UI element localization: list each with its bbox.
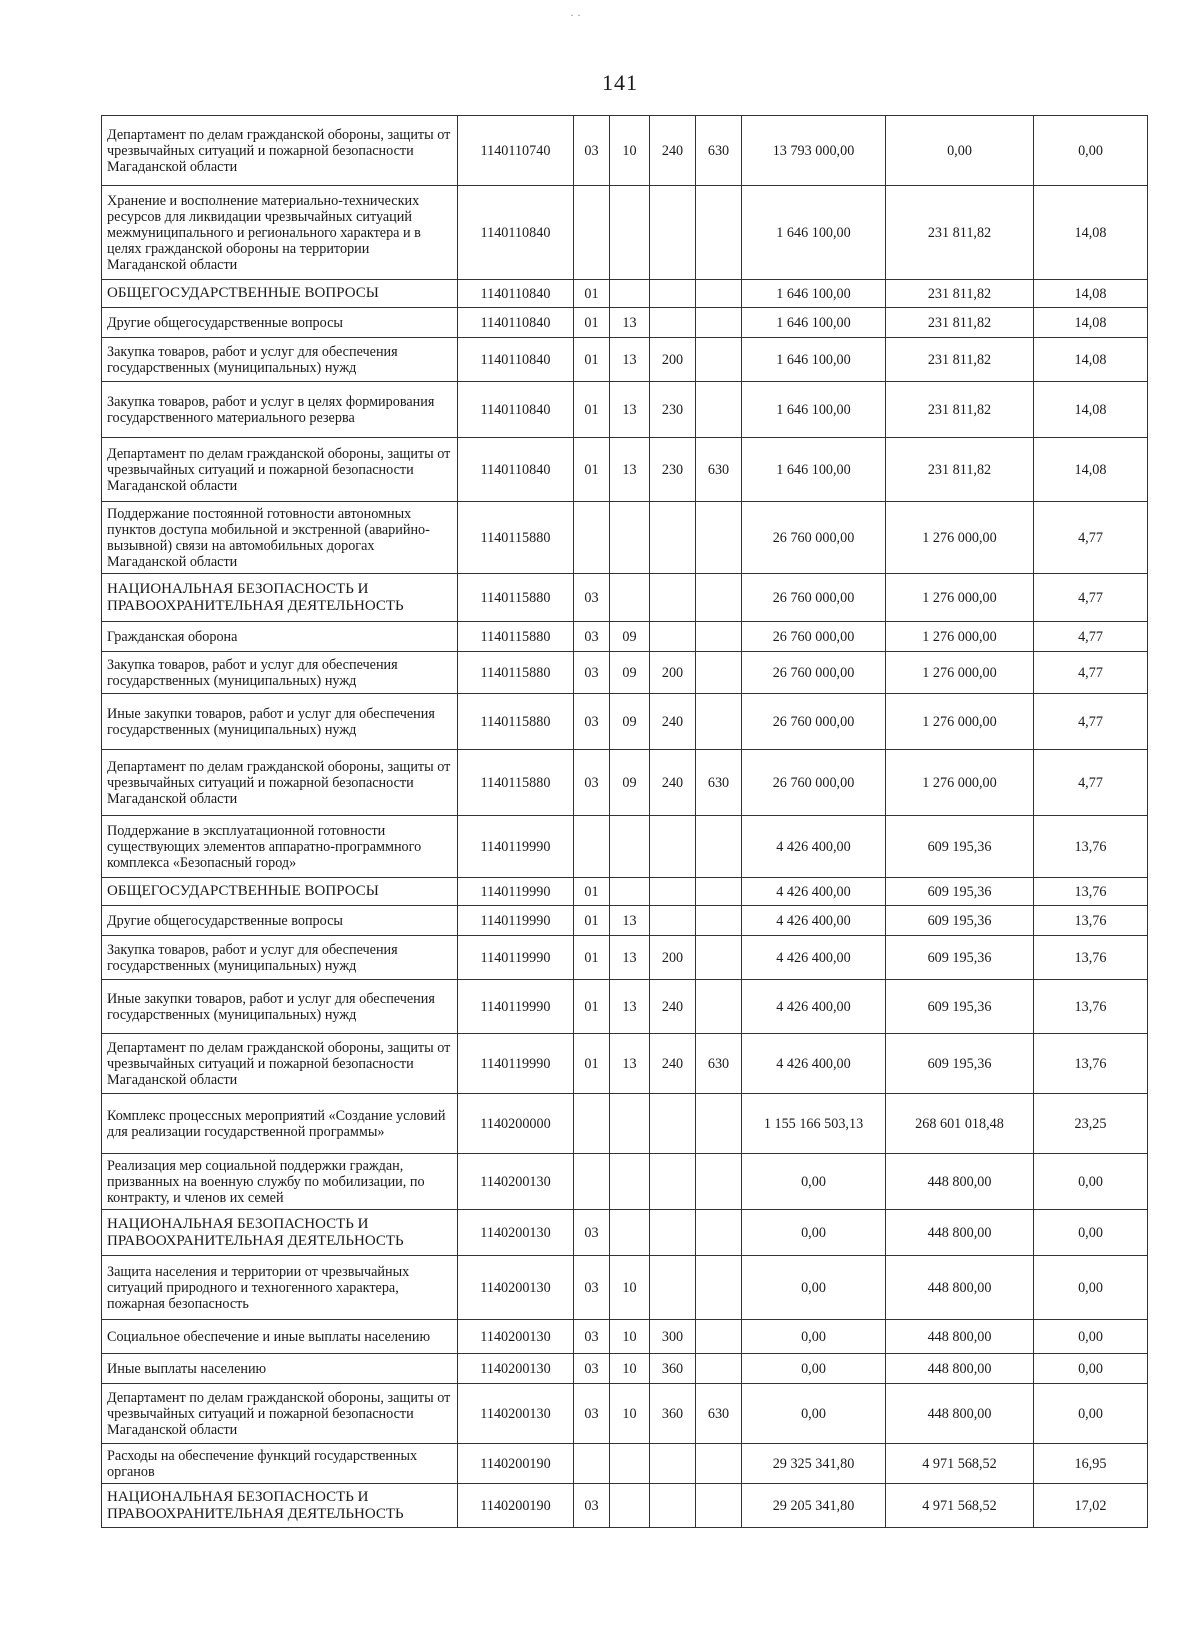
row-percent: 13,76: [1034, 878, 1148, 906]
row-percent: 14,08: [1034, 338, 1148, 382]
row-percent: 13,76: [1034, 980, 1148, 1034]
row-percent: 14,08: [1034, 308, 1148, 338]
row-subsection-code: 10: [610, 1320, 650, 1354]
row-gov-admin-code: [696, 382, 742, 438]
row-gov-admin-code: [696, 502, 742, 574]
row-gov-admin-code: [696, 1154, 742, 1210]
row-target-code: 1140200130: [458, 1210, 574, 1256]
row-name: НАЦИОНАЛЬНАЯ БЕЗОПАСНОСТЬ И ПРАВООХРАНИТЕЛЬНАЯ ДЕЯТЕЛЬНОСТЬ: [102, 1210, 458, 1256]
row-gov-admin-code: [696, 574, 742, 622]
row-gov-admin-code: [696, 1256, 742, 1320]
row-subsection-code: 10: [610, 1384, 650, 1444]
row-gov-admin-code: [696, 694, 742, 750]
row-section-code: 03: [574, 574, 610, 622]
row-target-code: 1140110840: [458, 280, 574, 308]
row-target-code: 1140200130: [458, 1256, 574, 1320]
row-gov-admin-code: 630: [696, 438, 742, 502]
row-percent: 4,77: [1034, 750, 1148, 816]
row-actual-amount: 609 195,36: [886, 878, 1034, 906]
row-planned-amount: 1 646 100,00: [742, 338, 886, 382]
row-percent: 0,00: [1034, 1154, 1148, 1210]
row-gov-admin-code: [696, 816, 742, 878]
row-percent: 4,77: [1034, 622, 1148, 652]
row-subsection-code: [610, 1154, 650, 1210]
row-gov-admin-code: 630: [696, 1034, 742, 1094]
row-target-code: 1140200190: [458, 1484, 574, 1528]
row-expense-type: [650, 878, 696, 906]
row-name: Закупка товаров, работ и услуг для обеспечения государственных (муниципальных) нужд: [102, 338, 458, 382]
row-expense-type: [650, 308, 696, 338]
row-percent: 13,76: [1034, 1034, 1148, 1094]
row-expense-type: 200: [650, 652, 696, 694]
row-percent: 16,95: [1034, 1444, 1148, 1484]
row-section-code: [574, 502, 610, 574]
row-planned-amount: 0,00: [742, 1320, 886, 1354]
row-gov-admin-code: [696, 936, 742, 980]
row-gov-admin-code: [696, 186, 742, 280]
row-name: Поддержание в эксплуатационной готовности существующих элементов аппаратно-программного комплекса «Безопасный город»: [102, 816, 458, 878]
row-expense-type: 360: [650, 1384, 696, 1444]
row-section-code: 03: [574, 1354, 610, 1384]
row-section-code: 03: [574, 116, 610, 186]
row-section-code: 03: [574, 1320, 610, 1354]
table-row: [102, 1034, 1148, 1094]
row-gov-admin-code: 630: [696, 116, 742, 186]
row-expense-type: [650, 622, 696, 652]
row-subsection-code: 13: [610, 1034, 650, 1094]
row-planned-amount: 0,00: [742, 1154, 886, 1210]
row-gov-admin-code: [696, 652, 742, 694]
row-expense-type: [650, 816, 696, 878]
row-planned-amount: 26 760 000,00: [742, 652, 886, 694]
row-name: ОБЩЕГОСУДАРСТВЕННЫЕ ВОПРОСЫ: [102, 280, 458, 308]
row-subsection-code: 09: [610, 652, 650, 694]
row-subsection-code: [610, 816, 650, 878]
row-actual-amount: 0,00: [886, 116, 1034, 186]
row-name: Хранение и восполнение материально-технических ресурсов для ликвидации чрезвычайных ситуаций межмуниципального и регионального характера и в целях гражданской обороны на территории Магаданской области: [102, 186, 458, 280]
row-name: Иные закупки товаров, работ и услуг для обеспечения государственных (муниципальных) нужд: [102, 980, 458, 1034]
row-gov-admin-code: [696, 1320, 742, 1354]
row-percent: 14,08: [1034, 438, 1148, 502]
row-percent: 0,00: [1034, 1210, 1148, 1256]
row-percent: 14,08: [1034, 186, 1148, 280]
table-row: [102, 816, 1148, 878]
row-target-code: 1140115880: [458, 502, 574, 574]
row-subsection-code: [610, 1444, 650, 1484]
row-gov-admin-code: [696, 1210, 742, 1256]
row-section-code: 01: [574, 980, 610, 1034]
row-percent: 4,77: [1034, 574, 1148, 622]
row-gov-admin-code: [696, 878, 742, 906]
row-planned-amount: 0,00: [742, 1210, 886, 1256]
row-target-code: 1140115880: [458, 694, 574, 750]
row-gov-admin-code: [696, 1444, 742, 1484]
row-subsection-code: 10: [610, 116, 650, 186]
row-target-code: 1140115880: [458, 750, 574, 816]
row-target-code: 1140115880: [458, 574, 574, 622]
row-planned-amount: 1 646 100,00: [742, 280, 886, 308]
row-name: Другие общегосударственные вопросы: [102, 308, 458, 338]
row-name: Закупка товаров, работ и услуг для обеспечения государственных (муниципальных) нужд: [102, 652, 458, 694]
row-planned-amount: 1 155 166 503,13: [742, 1094, 886, 1154]
row-name: НАЦИОНАЛЬНАЯ БЕЗОПАСНОСТЬ И ПРАВООХРАНИТЕЛЬНАЯ ДЕЯТЕЛЬНОСТЬ: [102, 1484, 458, 1528]
row-actual-amount: 1 276 000,00: [886, 694, 1034, 750]
row-percent: 13,76: [1034, 816, 1148, 878]
row-subsection-code: [610, 1094, 650, 1154]
row-percent: 14,08: [1034, 382, 1148, 438]
table-row: [102, 116, 1148, 186]
row-subsection-code: 13: [610, 936, 650, 980]
row-actual-amount: 231 811,82: [886, 280, 1034, 308]
row-planned-amount: 0,00: [742, 1256, 886, 1320]
row-actual-amount: 1 276 000,00: [886, 652, 1034, 694]
row-expense-type: [650, 280, 696, 308]
row-target-code: 1140200130: [458, 1384, 574, 1444]
row-section-code: 01: [574, 906, 610, 936]
row-target-code: 1140119990: [458, 1034, 574, 1094]
row-planned-amount: 4 426 400,00: [742, 1034, 886, 1094]
row-section-code: 01: [574, 438, 610, 502]
row-expense-type: 300: [650, 1320, 696, 1354]
row-section-code: [574, 186, 610, 280]
table-row: [102, 280, 1148, 308]
row-target-code: 1140110840: [458, 186, 574, 280]
row-planned-amount: 26 760 000,00: [742, 622, 886, 652]
table-row: [102, 1154, 1148, 1210]
row-target-code: 1140119990: [458, 980, 574, 1034]
row-actual-amount: 609 195,36: [886, 1034, 1034, 1094]
row-expense-type: [650, 502, 696, 574]
row-expense-type: 230: [650, 382, 696, 438]
row-actual-amount: 609 195,36: [886, 936, 1034, 980]
row-target-code: 1140110740: [458, 116, 574, 186]
table-row: [102, 1094, 1148, 1154]
table-row: [102, 1320, 1148, 1354]
row-target-code: 1140200190: [458, 1444, 574, 1484]
row-subsection-code: [610, 1210, 650, 1256]
row-section-code: 03: [574, 1256, 610, 1320]
row-expense-type: [650, 1154, 696, 1210]
row-name: Гражданская оборона: [102, 622, 458, 652]
row-actual-amount: 448 800,00: [886, 1210, 1034, 1256]
row-expense-type: [650, 906, 696, 936]
row-planned-amount: 1 646 100,00: [742, 438, 886, 502]
table-body: [102, 116, 1148, 1528]
row-name: ОБЩЕГОСУДАРСТВЕННЫЕ ВОПРОСЫ: [102, 878, 458, 906]
row-name: Иные закупки товаров, работ и услуг для обеспечения государственных (муниципальных) нужд: [102, 694, 458, 750]
row-percent: 0,00: [1034, 116, 1148, 186]
row-name: Департамент по делам гражданской обороны, защиты от чрезвычайных ситуаций и пожарной безопасности Магаданской области: [102, 438, 458, 502]
row-actual-amount: 231 811,82: [886, 308, 1034, 338]
row-name: Комплекс процессных мероприятий «Создание условий для реализации государственной программы»: [102, 1094, 458, 1154]
row-gov-admin-code: [696, 980, 742, 1034]
row-section-code: 01: [574, 936, 610, 980]
row-expense-type: 240: [650, 750, 696, 816]
row-actual-amount: 4 971 568,52: [886, 1484, 1034, 1528]
row-section-code: [574, 816, 610, 878]
table-row: [102, 1444, 1148, 1484]
row-target-code: 1140200130: [458, 1320, 574, 1354]
table-row: [102, 1354, 1148, 1384]
row-target-code: 1140110840: [458, 382, 574, 438]
row-subsection-code: 13: [610, 980, 650, 1034]
row-actual-amount: 231 811,82: [886, 438, 1034, 502]
row-percent: 13,76: [1034, 936, 1148, 980]
row-name: Социальное обеспечение и иные выплаты населению: [102, 1320, 458, 1354]
row-actual-amount: 448 800,00: [886, 1256, 1034, 1320]
row-subsection-code: 09: [610, 750, 650, 816]
row-name: Защита населения и территории от чрезвычайных ситуаций природного и техногенного характера, пожарная безопасность: [102, 1256, 458, 1320]
row-expense-type: 200: [650, 936, 696, 980]
row-target-code: 1140200130: [458, 1354, 574, 1384]
row-actual-amount: 4 971 568,52: [886, 1444, 1034, 1484]
page-number: 141: [602, 70, 638, 95]
row-planned-amount: 4 426 400,00: [742, 878, 886, 906]
table-row: [102, 980, 1148, 1034]
row-subsection-code: 13: [610, 382, 650, 438]
row-name: Департамент по делам гражданской обороны, защиты от чрезвычайных ситуаций и пожарной безопасности Магаданской области: [102, 1384, 458, 1444]
row-subsection-code: [610, 1484, 650, 1528]
table-row: [102, 878, 1148, 906]
row-section-code: 01: [574, 338, 610, 382]
row-section-code: 03: [574, 622, 610, 652]
table-row: [102, 906, 1148, 936]
row-actual-amount: 448 800,00: [886, 1320, 1034, 1354]
table-row: [102, 1256, 1148, 1320]
row-percent: 0,00: [1034, 1354, 1148, 1384]
row-expense-type: 240: [650, 1034, 696, 1094]
row-planned-amount: 26 760 000,00: [742, 750, 886, 816]
row-section-code: 01: [574, 1034, 610, 1094]
row-subsection-code: 09: [610, 622, 650, 652]
row-gov-admin-code: [696, 280, 742, 308]
row-name: Закупка товаров, работ и услуг в целях формирования государственного материального резерва: [102, 382, 458, 438]
row-subsection-code: 10: [610, 1256, 650, 1320]
row-percent: 4,77: [1034, 652, 1148, 694]
row-actual-amount: 448 800,00: [886, 1354, 1034, 1384]
row-expense-type: 240: [650, 694, 696, 750]
row-gov-admin-code: 630: [696, 1384, 742, 1444]
table-row: [102, 574, 1148, 622]
row-percent: 23,25: [1034, 1094, 1148, 1154]
row-subsection-code: [610, 574, 650, 622]
row-section-code: 01: [574, 308, 610, 338]
row-name: НАЦИОНАЛЬНАЯ БЕЗОПАСНОСТЬ И ПРАВООХРАНИТЕЛЬНАЯ ДЕЯТЕЛЬНОСТЬ: [102, 574, 458, 622]
table-row: [102, 750, 1148, 816]
row-planned-amount: 4 426 400,00: [742, 936, 886, 980]
row-section-code: [574, 1154, 610, 1210]
row-expense-type: 200: [650, 338, 696, 382]
row-expense-type: 360: [650, 1354, 696, 1384]
row-target-code: 1140119990: [458, 906, 574, 936]
row-planned-amount: 13 793 000,00: [742, 116, 886, 186]
table-row: [102, 1384, 1148, 1444]
table-row: [102, 652, 1148, 694]
table-row: [102, 338, 1148, 382]
row-percent: 0,00: [1034, 1256, 1148, 1320]
row-subsection-code: 13: [610, 308, 650, 338]
row-actual-amount: 268 601 018,48: [886, 1094, 1034, 1154]
row-name: Иные выплаты населению: [102, 1354, 458, 1384]
row-section-code: 03: [574, 1210, 610, 1256]
row-subsection-code: [610, 186, 650, 280]
row-percent: 0,00: [1034, 1320, 1148, 1354]
row-gov-admin-code: [696, 338, 742, 382]
table-row: [102, 382, 1148, 438]
row-subsection-code: 09: [610, 694, 650, 750]
row-percent: 17,02: [1034, 1484, 1148, 1528]
row-gov-admin-code: [696, 906, 742, 936]
row-section-code: 03: [574, 750, 610, 816]
row-section-code: 03: [574, 1384, 610, 1444]
table-row: [102, 438, 1148, 502]
row-planned-amount: 29 205 341,80: [742, 1484, 886, 1528]
row-planned-amount: 0,00: [742, 1384, 886, 1444]
row-planned-amount: 1 646 100,00: [742, 308, 886, 338]
row-subsection-code: [610, 878, 650, 906]
row-section-code: [574, 1444, 610, 1484]
scan-artifact-mark: · ·: [570, 8, 581, 22]
row-actual-amount: 448 800,00: [886, 1384, 1034, 1444]
row-target-code: 1140110840: [458, 338, 574, 382]
row-section-code: [574, 1094, 610, 1154]
row-subsection-code: 10: [610, 1354, 650, 1384]
table-row: [102, 308, 1148, 338]
row-subsection-code: 13: [610, 338, 650, 382]
row-gov-admin-code: [696, 308, 742, 338]
row-actual-amount: 609 195,36: [886, 906, 1034, 936]
row-expense-type: [650, 1484, 696, 1528]
row-target-code: 1140119990: [458, 878, 574, 906]
row-expense-type: [650, 186, 696, 280]
row-planned-amount: 26 760 000,00: [742, 502, 886, 574]
row-actual-amount: 231 811,82: [886, 186, 1034, 280]
row-name: Поддержание постоянной готовности автономных пунктов доступа мобильной и экстренной (аварийно-вызывной) связи на автомобильных дорогах Магаданской области: [102, 502, 458, 574]
row-target-code: 1140115880: [458, 622, 574, 652]
row-target-code: 1140115880: [458, 652, 574, 694]
row-planned-amount: 1 646 100,00: [742, 186, 886, 280]
row-actual-amount: 1 276 000,00: [886, 750, 1034, 816]
row-expense-type: 240: [650, 116, 696, 186]
table-row: [102, 1210, 1148, 1256]
budget-table: [101, 115, 1148, 1528]
row-planned-amount: 4 426 400,00: [742, 980, 886, 1034]
row-expense-type: 240: [650, 980, 696, 1034]
row-planned-amount: 26 760 000,00: [742, 694, 886, 750]
row-section-code: 01: [574, 878, 610, 906]
row-planned-amount: 1 646 100,00: [742, 382, 886, 438]
row-section-code: 01: [574, 280, 610, 308]
row-name: Закупка товаров, работ и услуг для обеспечения государственных (муниципальных) нужд: [102, 936, 458, 980]
row-expense-type: [650, 1210, 696, 1256]
row-actual-amount: 1 276 000,00: [886, 502, 1034, 574]
row-subsection-code: [610, 502, 650, 574]
row-name: Реализация мер социальной поддержки граждан, призванных на военную службу по мобилизации, по контракту, и членов их семей: [102, 1154, 458, 1210]
row-actual-amount: 1 276 000,00: [886, 622, 1034, 652]
row-planned-amount: 0,00: [742, 1354, 886, 1384]
row-percent: 0,00: [1034, 1384, 1148, 1444]
row-subsection-code: [610, 280, 650, 308]
row-gov-admin-code: [696, 1094, 742, 1154]
row-percent: 14,08: [1034, 280, 1148, 308]
row-name: Другие общегосударственные вопросы: [102, 906, 458, 936]
row-section-code: 03: [574, 652, 610, 694]
row-section-code: 01: [574, 382, 610, 438]
row-gov-admin-code: 630: [696, 750, 742, 816]
row-planned-amount: 29 325 341,80: [742, 1444, 886, 1484]
table-row: [102, 186, 1148, 280]
row-actual-amount: 231 811,82: [886, 338, 1034, 382]
row-planned-amount: 4 426 400,00: [742, 906, 886, 936]
table-row: [102, 502, 1148, 574]
row-expense-type: [650, 1256, 696, 1320]
table-row: [102, 936, 1148, 980]
row-subsection-code: 13: [610, 438, 650, 502]
row-name: Департамент по делам гражданской обороны, защиты от чрезвычайных ситуаций и пожарной безопасности Магаданской области: [102, 750, 458, 816]
row-actual-amount: 1 276 000,00: [886, 574, 1034, 622]
row-target-code: 1140119990: [458, 816, 574, 878]
row-gov-admin-code: [696, 1354, 742, 1384]
row-percent: 13,76: [1034, 906, 1148, 936]
row-target-code: 1140200130: [458, 1154, 574, 1210]
row-section-code: 03: [574, 1484, 610, 1528]
row-expense-type: [650, 1094, 696, 1154]
table-row: [102, 1484, 1148, 1528]
row-gov-admin-code: [696, 622, 742, 652]
row-actual-amount: 231 811,82: [886, 382, 1034, 438]
row-name: Расходы на обеспечение функций государственных органов: [102, 1444, 458, 1484]
row-percent: 4,77: [1034, 694, 1148, 750]
row-subsection-code: 13: [610, 906, 650, 936]
row-name: Департамент по делам гражданской обороны, защиты от чрезвычайных ситуаций и пожарной безопасности Магаданской области: [102, 116, 458, 186]
row-expense-type: [650, 1444, 696, 1484]
row-planned-amount: 26 760 000,00: [742, 574, 886, 622]
row-actual-amount: 609 195,36: [886, 980, 1034, 1034]
row-section-code: 03: [574, 694, 610, 750]
row-expense-type: 230: [650, 438, 696, 502]
row-actual-amount: 448 800,00: [886, 1154, 1034, 1210]
row-gov-admin-code: [696, 1484, 742, 1528]
row-planned-amount: 4 426 400,00: [742, 816, 886, 878]
row-percent: 4,77: [1034, 502, 1148, 574]
row-actual-amount: 609 195,36: [886, 816, 1034, 878]
table-row: [102, 622, 1148, 652]
row-target-code: 1140200000: [458, 1094, 574, 1154]
row-target-code: 1140110840: [458, 438, 574, 502]
row-name: Департамент по делам гражданской обороны, защиты от чрезвычайных ситуаций и пожарной безопасности Магаданской области: [102, 1034, 458, 1094]
row-target-code: 1140110840: [458, 308, 574, 338]
row-target-code: 1140119990: [458, 936, 574, 980]
table-row: [102, 694, 1148, 750]
row-expense-type: [650, 574, 696, 622]
